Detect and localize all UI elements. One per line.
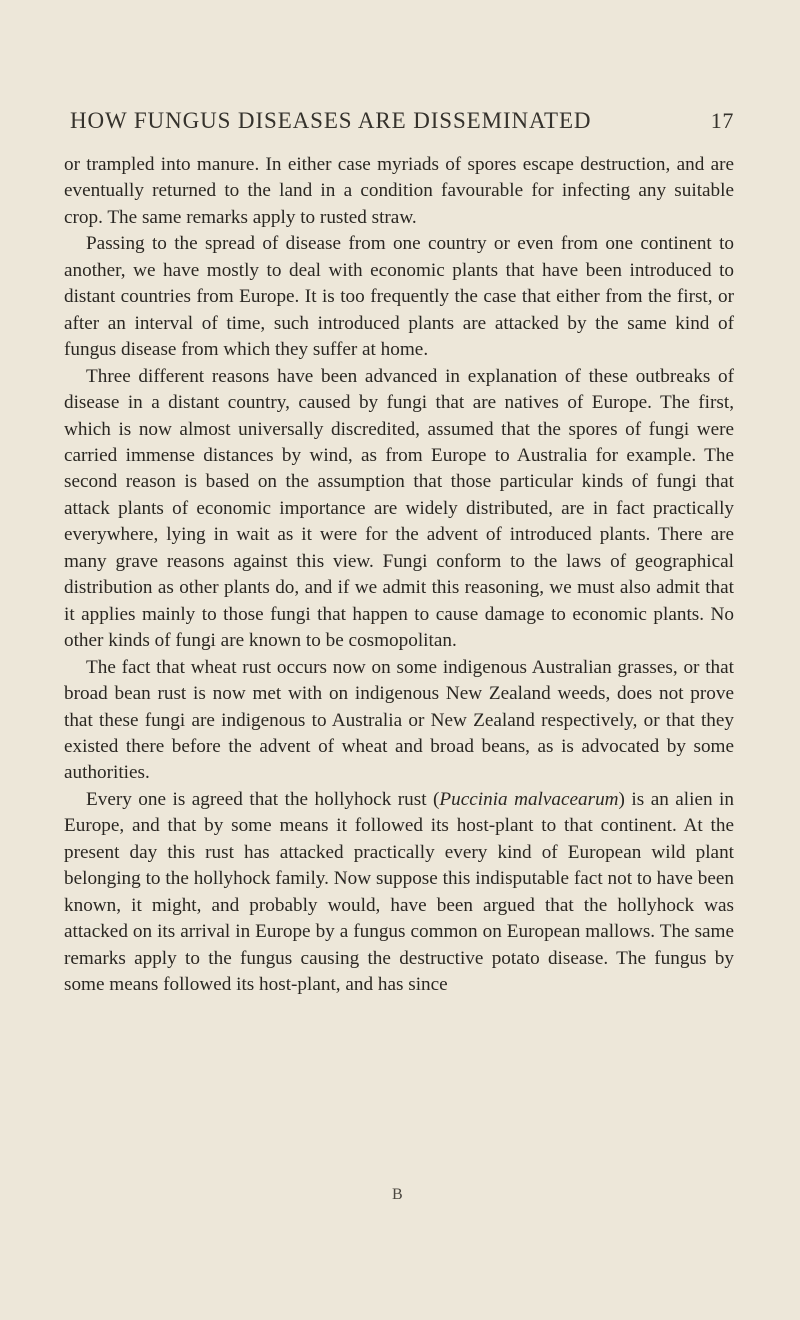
paragraph-hollyhock-rust	[64, 787, 734, 999]
running-head	[70, 108, 734, 134]
paragraph-wheat-rust: The fact that wheat rust occurs now on some indigenous Australian grasses, or that broad bean rust is now met with on indigenous New Zealand weeds, does not prove that these fungi are indigenous to Australia or New Zealand respectively, or that they existed there before the advent of wheat and broad beans, as is advocated by some authorities.	[64, 656, 734, 784]
paragraph-continuation: or trampled into manure. In either case myriads of spores escape destruction, and are eventually returned to the land in a condition favourable for infecting any suitable crop. The same remarks apply to rusted straw.	[64, 154, 734, 228]
hollyhock-text-before: Every one is agreed that the hollyhock rust (	[86, 788, 440, 810]
paragraph-spread-of-disease: Passing to the spread of disease from one country or even from one continent to another, we have mostly to deal with economic plants that have been introduced to distant countries from Europe. It is too frequently the case that either from the first, or after an interval of time, such introduced plants are attacked by the same kind of fungus disease from which they suffer at home.	[64, 233, 734, 361]
running-title: HOW FUNGUS DISEASES ARE DISSEMINATED	[70, 108, 592, 133]
species-name: Puccinia malvacearum	[439, 788, 619, 810]
paragraph-three-reasons: Three different reasons have been advanced in explanation of these outbreaks of disease in a distant country, caused by fungi that are natives of Europe. The first, which is now almost universally discredited, assumed that the spores of fungi were carried immense distances by wind, as from Europe to Australia for example. The second reason is based on the assumption that those particular kinds of fungi that attack plants of economic importance are widely distributed, are in fact practically everywhere, lying in wait as it were for the advent of introduced plants. There are many grave reasons against this view. Fungi conform to the laws of geographical distribution as other plants do, and if we admit this reasoning, we must also admit that it applies mainly to those fungi that happen to cause damage to economic plants. No other kinds of fungi are known to be cosmopolitan.	[64, 365, 734, 652]
page-number: 17	[710, 108, 734, 133]
signature-mark: B	[392, 1186, 404, 1203]
book-page	[64, 108, 734, 999]
hollyhock-text-after: ) is an alien in Europe, and that by some means it followed its host-plant to that continent. At the present day this rust has attacked practically every kind of European wild plant belonging to the hollyhock family. Now suppose this indisputable fact not to have been known, it might, and probably would, have been argued that the hollyhock was attacked on its arrival in Europe by a fungus common on European mallows. The same remarks apply to the fungus causing the destructive potato disease. The fungus by some means followed its host-plant, and has since	[64, 788, 734, 996]
